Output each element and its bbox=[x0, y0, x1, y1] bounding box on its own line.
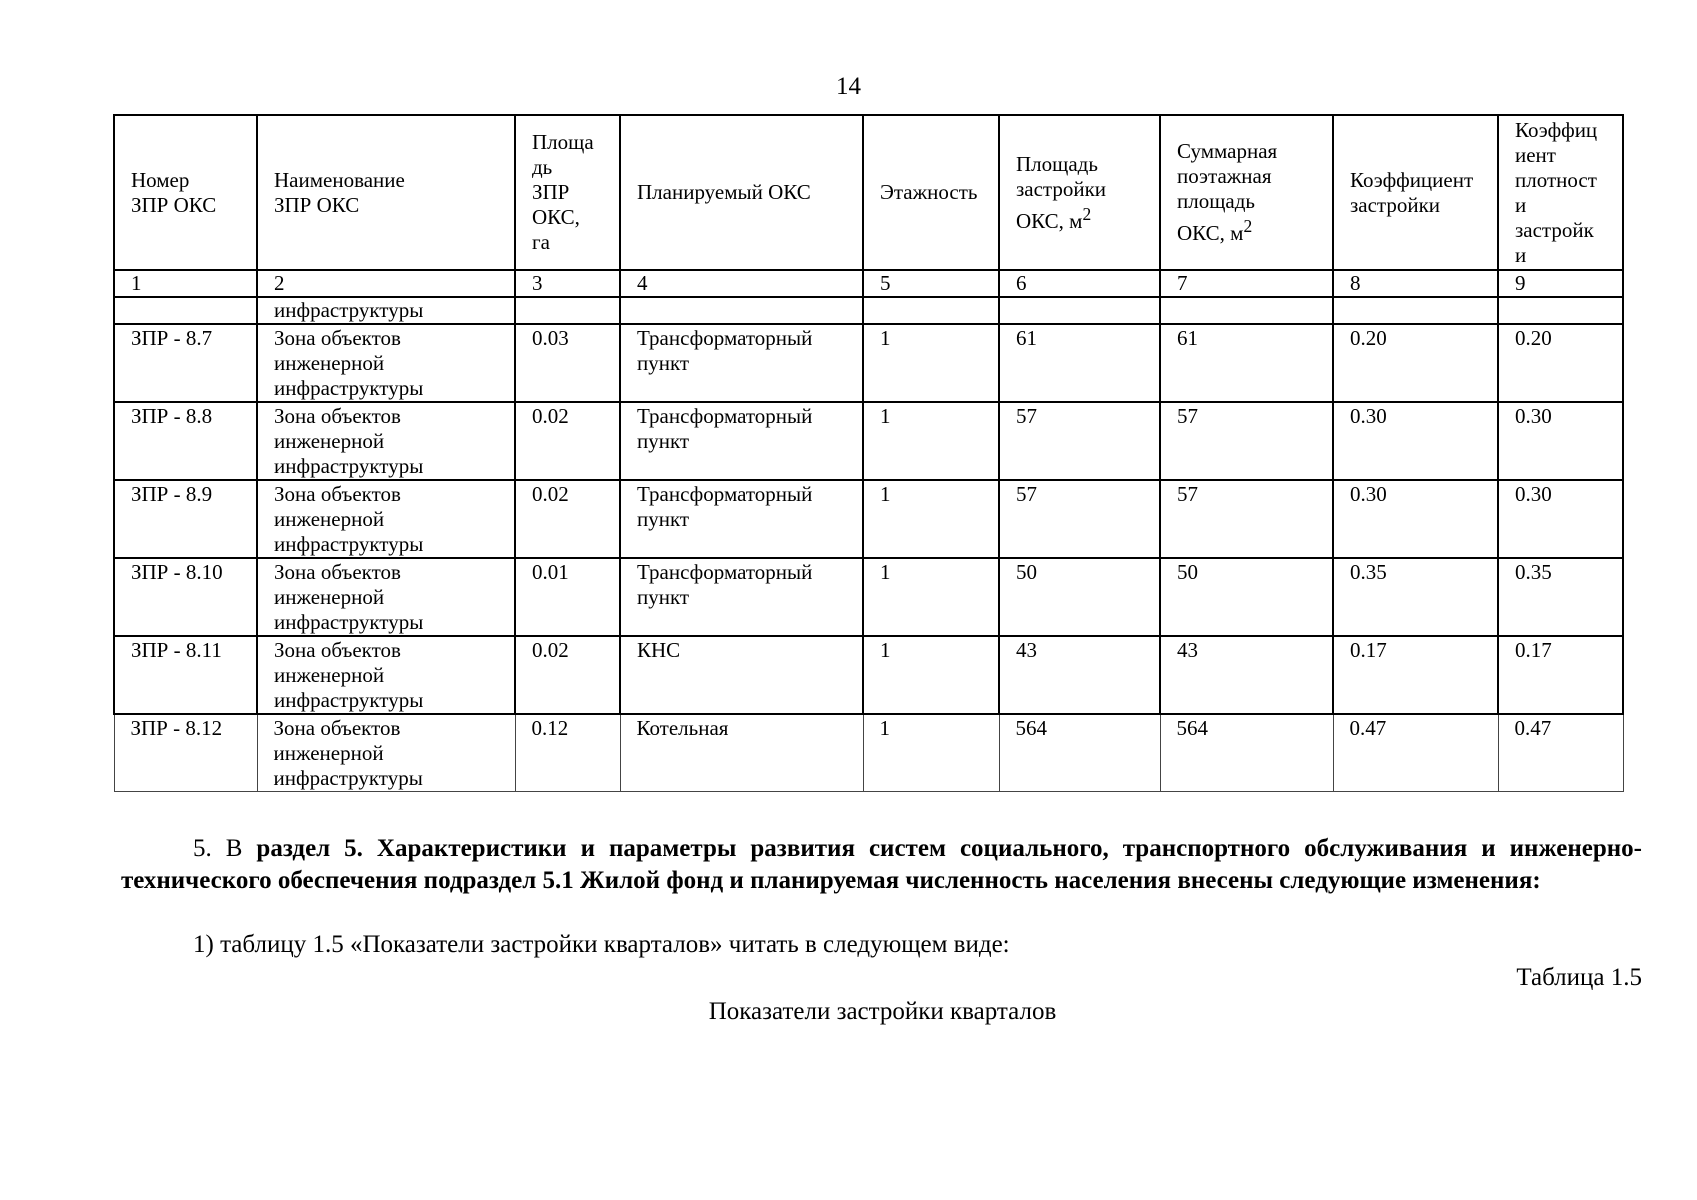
zone-area-cell: 0.12 bbox=[515, 714, 620, 792]
table-cell bbox=[515, 297, 620, 324]
header-area: Площа дь ЗПР ОКС, га bbox=[515, 115, 620, 270]
header-density-coefficient: Коэффиц иент плотност и застройк и bbox=[1498, 115, 1623, 270]
planned-oks-cell: Трансформаторный пункт bbox=[620, 324, 863, 402]
table-cell bbox=[620, 297, 863, 324]
zone-id-cell: ЗПР - 8.10 bbox=[114, 558, 257, 636]
floors-cell: 1 bbox=[863, 636, 999, 714]
amendment-item-1: 1) таблицу 1.5 «Показатели застройки кварталов» читать в следующем виде: bbox=[193, 931, 1010, 958]
build-area-cell: 50 bbox=[999, 558, 1160, 636]
total-area-cell: 61 bbox=[1160, 324, 1333, 402]
planned-oks-cell: Трансформаторный пункт bbox=[620, 558, 863, 636]
continuation-row bbox=[114, 297, 1623, 324]
total-area-cell: 57 bbox=[1160, 480, 1333, 558]
total-area-cell: 564 bbox=[1160, 714, 1333, 792]
header-planned-oks: Планируемый ОКС bbox=[620, 115, 863, 270]
total-area-cell: 57 bbox=[1160, 402, 1333, 480]
table-cell bbox=[114, 297, 257, 324]
build-coefficient-cell: 0.47 bbox=[1333, 714, 1498, 792]
header-floors: Этажность bbox=[863, 115, 999, 270]
build-coefficient-cell: 0.20 bbox=[1333, 324, 1498, 402]
column-number-row bbox=[114, 270, 1623, 297]
amendment-paragraph bbox=[121, 833, 1642, 897]
zone-name-cell: Зона объектов инженерной инфраструктуры bbox=[257, 324, 515, 402]
zone-id-cell: ЗПР - 8.12 bbox=[114, 714, 257, 792]
table-label: Таблица 1.5 bbox=[1516, 964, 1642, 991]
table-caption: Показатели застройки кварталов bbox=[708, 998, 1057, 1025]
header-build-coefficient: Коэффициент застройки bbox=[1333, 115, 1498, 270]
density-coefficient-cell: 0.30 bbox=[1498, 402, 1623, 480]
planned-oks-cell: Котельная bbox=[620, 714, 863, 792]
zone-area-cell: 0.03 bbox=[515, 324, 620, 402]
floors-cell: 1 bbox=[863, 402, 999, 480]
table-cell bbox=[863, 297, 999, 324]
planned-oks-cell: КНС bbox=[620, 636, 863, 714]
zone-name-cell: Зона объектов инженерной инфраструктуры bbox=[257, 714, 515, 792]
table-row bbox=[114, 636, 1623, 714]
zone-name-cell: Зона объектов инженерной инфраструктуры bbox=[257, 480, 515, 558]
zone-area-cell: 0.02 bbox=[515, 480, 620, 558]
column-number: 1 bbox=[114, 270, 257, 297]
density-coefficient-cell: 0.20 bbox=[1498, 324, 1623, 402]
zoning-table bbox=[113, 114, 1624, 792]
zone-area-cell: 0.01 bbox=[515, 558, 620, 636]
paragraph-prefix: 5. В bbox=[193, 835, 257, 862]
build-coefficient-cell: 0.17 bbox=[1333, 636, 1498, 714]
density-coefficient-cell: 0.35 bbox=[1498, 558, 1623, 636]
planned-oks-cell: Трансформаторный пункт bbox=[620, 480, 863, 558]
build-area-cell: 43 bbox=[999, 636, 1160, 714]
table-row bbox=[114, 714, 1623, 792]
column-number: 3 bbox=[515, 270, 620, 297]
zone-area-cell: 0.02 bbox=[515, 402, 620, 480]
header-number: Номер ЗПР ОКС bbox=[114, 115, 257, 270]
floors-cell: 1 bbox=[863, 714, 999, 792]
paragraph-bold-text: раздел 5. Характеристики и параметры развития систем социального, транспортного обслуживания и инженерно-технического обеспечения подраздел 5.1 Жилой фонд и планируемая численность населения внесены следующие изменения: bbox=[121, 835, 1642, 894]
column-number: 5 bbox=[863, 270, 999, 297]
build-area-cell: 61 bbox=[999, 324, 1160, 402]
page-number: 14 bbox=[836, 73, 861, 100]
build-coefficient-cell: 0.35 bbox=[1333, 558, 1498, 636]
table-cell bbox=[999, 297, 1160, 324]
zone-name-cell: Зона объектов инженерной инфраструктуры bbox=[257, 558, 515, 636]
total-area-cell: 43 bbox=[1160, 636, 1333, 714]
build-area-cell: 57 bbox=[999, 402, 1160, 480]
table-cell bbox=[1160, 297, 1333, 324]
column-number: 4 bbox=[620, 270, 863, 297]
table-row bbox=[114, 402, 1623, 480]
planned-oks-cell: Трансформаторный пункт bbox=[620, 402, 863, 480]
table-row bbox=[114, 480, 1623, 558]
table-row bbox=[114, 558, 1623, 636]
zone-id-cell: ЗПР - 8.9 bbox=[114, 480, 257, 558]
column-number: 2 bbox=[257, 270, 515, 297]
floors-cell: 1 bbox=[863, 480, 999, 558]
build-coefficient-cell: 0.30 bbox=[1333, 480, 1498, 558]
column-number: 6 bbox=[999, 270, 1160, 297]
total-area-cell: 50 bbox=[1160, 558, 1333, 636]
header-build-area: Площадь застройки ОКС, $м^2$ bbox=[999, 115, 1160, 270]
zone-name-cell: Зона объектов инженерной инфраструктуры bbox=[257, 636, 515, 714]
header-total-area: Суммарная поэтажная площадь ОКС, $м^2$ bbox=[1160, 115, 1333, 270]
table-row bbox=[114, 324, 1623, 402]
density-coefficient-cell: 0.47 bbox=[1498, 714, 1623, 792]
density-coefficient-cell: 0.17 bbox=[1498, 636, 1623, 714]
zone-id-cell: ЗПР - 8.11 bbox=[114, 636, 257, 714]
zone-id-cell: ЗПР - 8.7 bbox=[114, 324, 257, 402]
superscript-2: 2 bbox=[1082, 203, 1092, 224]
zone-area-cell: 0.02 bbox=[515, 636, 620, 714]
table-header-row bbox=[114, 115, 1623, 270]
build-area-cell: 57 bbox=[999, 480, 1160, 558]
table-cell bbox=[1333, 297, 1498, 324]
header-name: Наименование ЗПР ОКС bbox=[257, 115, 515, 270]
table-cell bbox=[1498, 297, 1623, 324]
superscript-2: 2 bbox=[1243, 216, 1253, 236]
column-number: 8 bbox=[1333, 270, 1498, 297]
column-number: 9 bbox=[1498, 270, 1623, 297]
column-number: 7 bbox=[1160, 270, 1333, 297]
zone-name-cell: Зона объектов инженерной инфраструктуры bbox=[257, 402, 515, 480]
build-coefficient-cell: 0.30 bbox=[1333, 402, 1498, 480]
zone-id-cell: ЗПР - 8.8 bbox=[114, 402, 257, 480]
table-cell: инфраструктуры bbox=[257, 297, 515, 324]
floors-cell: 1 bbox=[863, 558, 999, 636]
build-area-cell: 564 bbox=[999, 714, 1160, 792]
density-coefficient-cell: 0.30 bbox=[1498, 480, 1623, 558]
floors-cell: 1 bbox=[863, 324, 999, 402]
